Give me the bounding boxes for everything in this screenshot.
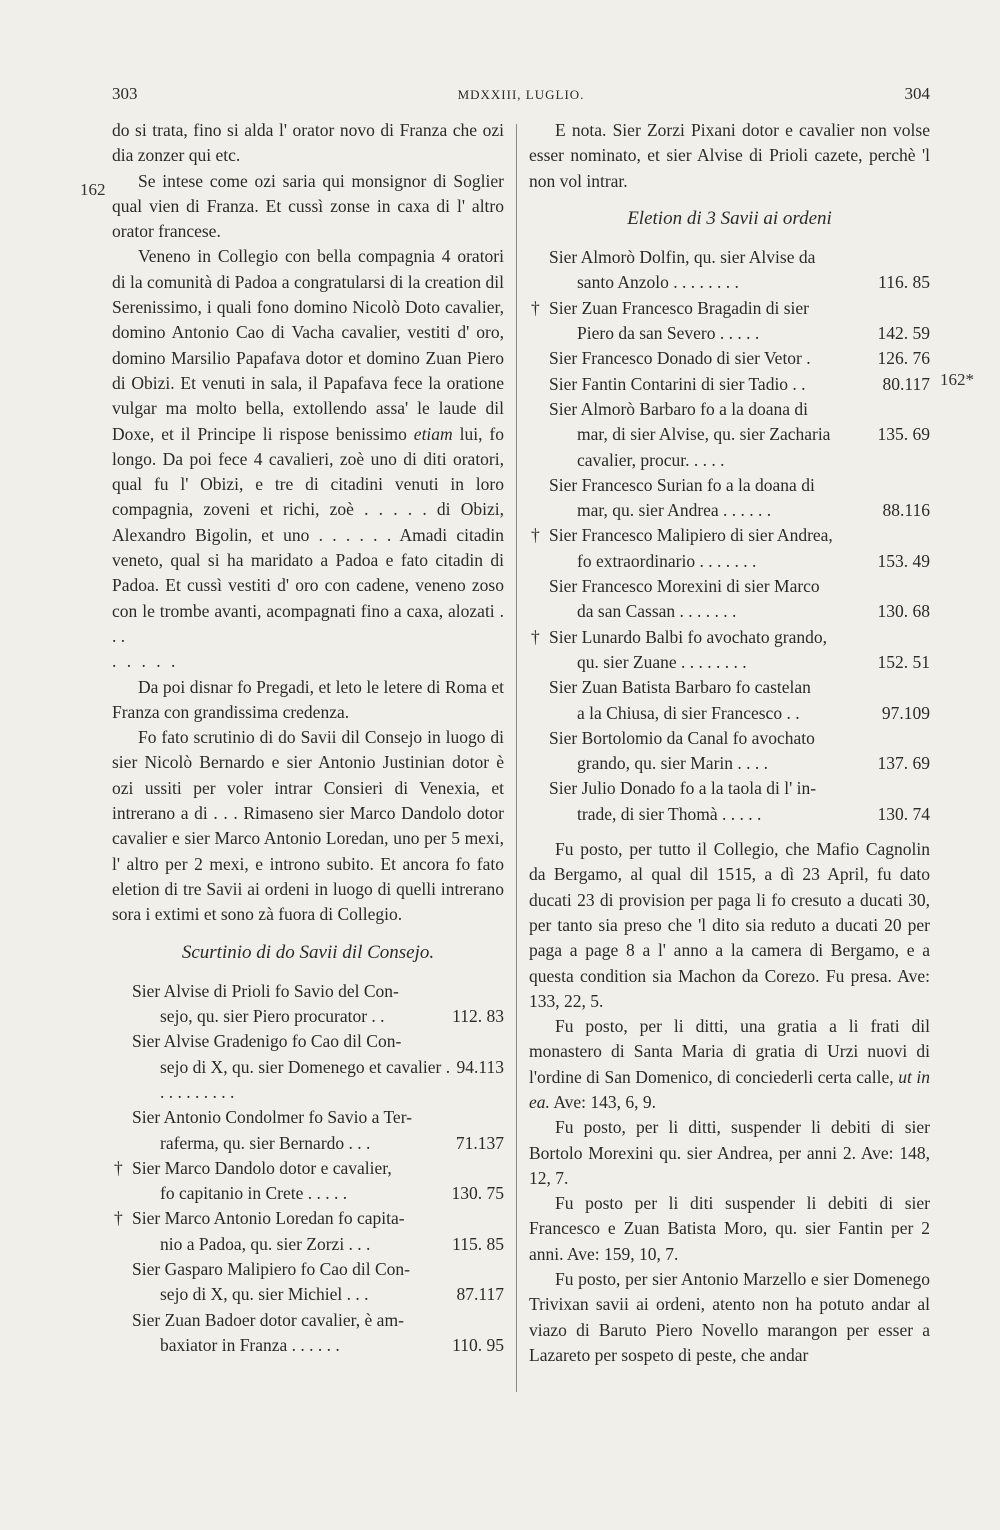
paragraph: do si trata, fino si alda l' orator novo di Franza che ozi dia zonzer qui etc. <box>112 120 504 166</box>
running-title: MDXXIII, LUGLIO. <box>457 87 585 102</box>
candidate-line-continued <box>549 751 930 776</box>
candidate-line <box>132 1029 504 1054</box>
candidate-line <box>549 675 930 700</box>
candidate-text: Sier Antonio Condolmer fo Savio a Ter- <box>132 1107 413 1128</box>
candidate-line-continued <box>549 549 930 574</box>
candidate-text: Sier Alvise Gradenigo fo Cao dil Con- <box>132 1031 402 1052</box>
elected-dagger-mark: † <box>531 297 540 318</box>
candidate-text: sejo, qu. sier Piero procurator . . <box>160 1006 385 1027</box>
vote-count: 116. 85 <box>878 272 930 293</box>
candidate-text: Sier Bortolomio da Canal fo avochato <box>549 727 815 748</box>
vote-count: 80.117 <box>882 373 930 394</box>
candidate-text: Sier Lunardo Balbi fo avochato grando, <box>549 626 827 647</box>
candidate-text: nio a Padoa, qu. sier Zorzi . . . <box>160 1233 371 1254</box>
ballot-entry <box>549 245 930 296</box>
ellipsis-line: . . . . . <box>112 651 179 672</box>
candidate-text: Sier Julio Donado fo a la taola di l' in- <box>549 778 817 799</box>
ballot-entry <box>549 574 930 625</box>
ballot-entry <box>132 1257 504 1308</box>
ballot-entry <box>114 1156 504 1207</box>
paragraph: Fu posto, per tutto il Collegio, che Mafio Cagnolin da Bergamo, al qual dil 1515, a dì 23 April, fu dato ducati 23 di provision per paga li fo cresuto a ducati 30, per tanto sia preso che 'l dito sia reduto a ducati 20 per paga a page 8 a l' anno a la camera di Bergamo, e a questa condition sia Machon da Corezo. Fu presa. Ave: 133, 22, 5. <box>529 839 930 1011</box>
candidate-text: santo Anzolo . . . . . . . . <box>577 272 739 293</box>
candidate-line-continued <box>549 701 930 726</box>
vote-count: 130. 68 <box>877 601 930 622</box>
ballot-entry <box>531 523 930 574</box>
candidate-line <box>549 346 930 371</box>
text-run: lui, fo longo. Da poi fece 4 cavalieri, zoè uno di diti oratori, qual fu l' Obizi, e tre di citadini venuti in loro compagnia, zoveni et richi, zoè . . . . . di Obizi, Alexandro Bigolin, et uno . . . . . . Amadi citadin veneto, qual si ha maridato a Padoa e fato citadin di Padoa. Et cussì vestiti d' oro con cadene, veneno zoso con le trombe avanti, acompagnati fino a caxa, alozati . . . <box>112 423 504 646</box>
elected-dagger-mark: † <box>531 525 540 546</box>
candidate-text: sejo di X, qu. sier Michiel . . . <box>160 1284 369 1305</box>
ballot-entry <box>549 726 930 777</box>
candidate-line <box>132 979 504 1004</box>
candidate-line-continued <box>132 1333 504 1358</box>
candidate-line <box>549 473 930 498</box>
text-run: Ave: 143, 6, 9. <box>553 1091 657 1112</box>
vote-count: 142. 59 <box>877 323 930 344</box>
candidate-text: fo extraordinario . . . . . . . <box>577 550 757 571</box>
candidate-text: raferma, qu. sier Bernardo . . . <box>160 1132 371 1153</box>
elected-dagger-mark: † <box>114 1157 123 1178</box>
paragraph: E nota. Sier Zorzi Pixani dotor e cavalier non volse esser nominato, et sier Alvise di Prioli cazete, perchè 'l non vol intrar. <box>529 120 930 191</box>
ballot-entry <box>549 346 930 371</box>
ballot-entry <box>132 1105 504 1156</box>
candidate-line-continued <box>549 599 930 624</box>
text-run: Veneno in Collegio con bella compagnia 4 oratori di la comunità di Padoa a congratularsi di la creation dil Serenissimo, i quali fono domino Nicolò Doto cavalier, domino Antonio Cao di Vacha cavalier, vestiti d' oro, domino Marsilio Papafava dotor et domino Zuan Piero di Obizi. Et venuti in sala, il Papafava fece la oratione vulgar ma molto bella, extollendo assa' le laude dil Doxe, et il Principe li rispose benissimo <box>112 246 504 444</box>
candidate-line-continued <box>132 1282 504 1307</box>
candidate-text: mar, qu. sier Andrea . . . . . . <box>577 500 772 521</box>
vote-count: 71.137 <box>455 1132 504 1153</box>
margin-note-left: 162 <box>80 180 106 199</box>
candidate-text: baxiator in Franza . . . . . . <box>160 1334 340 1355</box>
paragraph <box>112 244 504 649</box>
ballot-list <box>529 245 930 827</box>
paragraph: Fu posto, per sier Antonio Marzello e sier Domenego Trivixan savii ai ordeni, atento non ha potuto andar al viazo di Baruto Piero Novello marangon per esser a Lazareto per sospeto di peste, che andar <box>529 1269 930 1365</box>
column-divider <box>516 124 517 1392</box>
candidate-line-continued <box>132 1131 504 1156</box>
italic-phrase: ut in ea. <box>529 1066 930 1112</box>
candidate-line <box>549 372 930 397</box>
ballot-entry <box>549 397 930 473</box>
candidate-line <box>114 1206 504 1231</box>
candidate-line-continued <box>132 1055 504 1106</box>
candidate-line-continued <box>549 498 930 523</box>
candidate-text: a la Chiusa, di sier Francesco . . <box>577 702 800 723</box>
vote-count: 94.113 <box>456 1056 504 1077</box>
vote-count: 87.117 <box>456 1284 504 1305</box>
candidate-text: grando, qu. sier Marin . . . . <box>577 753 769 774</box>
page-number-right: 304 <box>904 84 930 103</box>
page-header <box>112 84 930 116</box>
elected-dagger-mark: † <box>531 626 540 647</box>
candidate-text: Sier Alvise di Prioli fo Savio del Con- <box>132 980 399 1001</box>
page-number-left: 303 <box>112 84 138 103</box>
left-column <box>112 118 504 1358</box>
candidate-line <box>549 397 930 422</box>
vote-count: 126. 76 <box>877 348 930 369</box>
ballot-entry <box>114 1206 504 1257</box>
ballot-entry <box>549 675 930 726</box>
vote-count: 137. 69 <box>877 753 930 774</box>
candidate-line <box>531 296 930 321</box>
candidate-line <box>132 1308 504 1333</box>
vote-count: 88.116 <box>882 500 930 521</box>
candidate-text: fo capitanio in Crete . . . . . <box>160 1183 348 1204</box>
italic-word: etiam <box>413 423 453 444</box>
ballot-list <box>112 979 504 1358</box>
right-column <box>529 118 930 1368</box>
ballot-entry <box>132 1308 504 1359</box>
vote-count: 153. 49 <box>877 550 930 571</box>
candidate-line <box>549 776 930 801</box>
candidate-line <box>549 245 930 270</box>
candidate-text: mar, di sier Alvise, qu. sier Zacharia cavalier, procur. . . . . <box>577 424 831 470</box>
vote-count: 112. 83 <box>452 1006 504 1027</box>
ballot-entry <box>531 625 930 676</box>
candidate-line <box>531 625 930 650</box>
ballot-entry <box>531 296 930 347</box>
paragraph: Fo fato scrutinio di do Savii dil Consejo in luogo di sier Nicolò Bernardo e sier Antonio Justinian dotor è ozi ussiti per voler intrar Consieri di Venexia, et intrerano a di . . . Rimaseno sier Marco Dandolo dotor cavalier e sier Marco Antonio Loredan, uno per 5 mexi, l' altro per 2 mexi, e introno subito. Et ancora fo fato eletion di tre Savii ai ordeni in luogo di quelli intrerano sora i extimi et sono zà fuora di Collegio. <box>112 727 504 925</box>
candidate-text: Piero da san Severo . . . . . <box>577 323 760 344</box>
candidate-line <box>132 1257 504 1282</box>
ballot-entry <box>132 979 504 1030</box>
candidate-line-continued <box>549 422 930 473</box>
candidate-text: Sier Almorò Barbaro fo a la doana di <box>549 398 809 419</box>
paragraph: Fu posto per li diti suspender li debiti di sier Francesco e Zuan Batista Moro, qu. sier Fantin per 2 anni. Ave: 159, 10, 7. <box>529 1193 930 1264</box>
candidate-text: qu. sier Zuane . . . . . . . . <box>577 651 747 672</box>
section-heading: Eletion di 3 Savii ai ordeni <box>627 207 832 229</box>
ballot-entry <box>549 372 930 397</box>
vote-count: 152. 51 <box>877 651 930 672</box>
candidate-text: Sier Zuan Francesco Bragadin di sier <box>549 297 809 318</box>
candidate-text: Sier Francesco Donado di sier Vetor . <box>549 348 811 369</box>
ballot-entry <box>549 473 930 524</box>
candidate-text: da san Cassan . . . . . . . <box>577 601 737 622</box>
candidate-text: Sier Marco Antonio Loredan fo capita- <box>132 1208 405 1229</box>
candidate-text: sejo di X, qu. sier Domenego et cavalier . . . . . . . . . . <box>160 1056 451 1102</box>
paragraph: Se intese come ozi saria qui monsignor di Soglier qual vien di Franza. Et cussì zonse in caxa di l' altro orator francese. <box>112 170 504 242</box>
candidate-line-continued <box>549 270 930 295</box>
candidate-line-continued <box>132 1004 504 1029</box>
vote-count: 135. 69 <box>877 424 930 445</box>
candidate-line-continued <box>549 321 930 346</box>
candidate-line <box>549 726 930 751</box>
candidate-line <box>531 523 930 548</box>
candidate-text: Sier Francesco Malipiero di sier Andrea, <box>549 525 833 546</box>
candidate-line-continued <box>132 1181 504 1206</box>
ballot-entry <box>132 1029 504 1105</box>
candidate-line-continued <box>132 1232 504 1257</box>
ballot-entry <box>549 776 930 827</box>
paragraph: Da poi disnar fo Pregadi, et leto le letere di Roma et Franza con grandissima credenza. <box>112 676 504 722</box>
paragraph: Fu posto, per li ditti, suspender li debiti di sier Bortolo Morexini qu. sier Andrea, per anni 2. Ave: 148, 12, 7. <box>529 1117 930 1188</box>
candidate-text: Sier Francesco Morexini di sier Marco <box>549 576 820 597</box>
paragraph <box>529 1014 930 1115</box>
text-run: Fu posto, per li ditti, una gratia a li frati dil monastero di Santa Maria di gratia di Urzi nuovi di l'ordine di San Domenico, di conciederli certa calle, <box>529 1016 930 1087</box>
candidate-text: Sier Marco Dandolo dotor e cavalier, <box>132 1157 392 1178</box>
candidate-line-continued <box>549 650 930 675</box>
candidate-text: Sier Fantin Contarini di sier Tadio . . <box>549 373 806 394</box>
vote-count: 97.109 <box>881 702 930 723</box>
candidate-text: Sier Gasparo Malipiero fo Cao dil Con- <box>132 1259 411 1280</box>
candidate-line <box>132 1105 504 1130</box>
candidate-text: trade, di sier Thomà . . . . . <box>577 803 762 824</box>
margin-note-right: 162* <box>940 370 974 389</box>
candidate-text: Sier Zuan Badoer dotor cavalier, è am- <box>132 1309 404 1330</box>
candidate-line <box>549 574 930 599</box>
section-heading: Scurtinio di do Savii dil Consejo. <box>181 941 435 963</box>
vote-count: 130. 75 <box>451 1183 504 1204</box>
vote-count: 130. 74 <box>877 803 930 824</box>
candidate-text: Sier Zuan Batista Barbaro fo castelan <box>549 677 811 698</box>
candidate-text: Sier Almorò Dolfin, qu. sier Alvise da <box>549 247 816 268</box>
candidate-line-continued <box>549 802 930 827</box>
vote-count: 115. 85 <box>452 1233 504 1254</box>
vote-count: 110. 95 <box>452 1334 504 1355</box>
candidate-line <box>114 1156 504 1181</box>
candidate-text: Sier Francesco Surian fo a la doana di <box>549 474 815 495</box>
elected-dagger-mark: † <box>114 1208 123 1229</box>
